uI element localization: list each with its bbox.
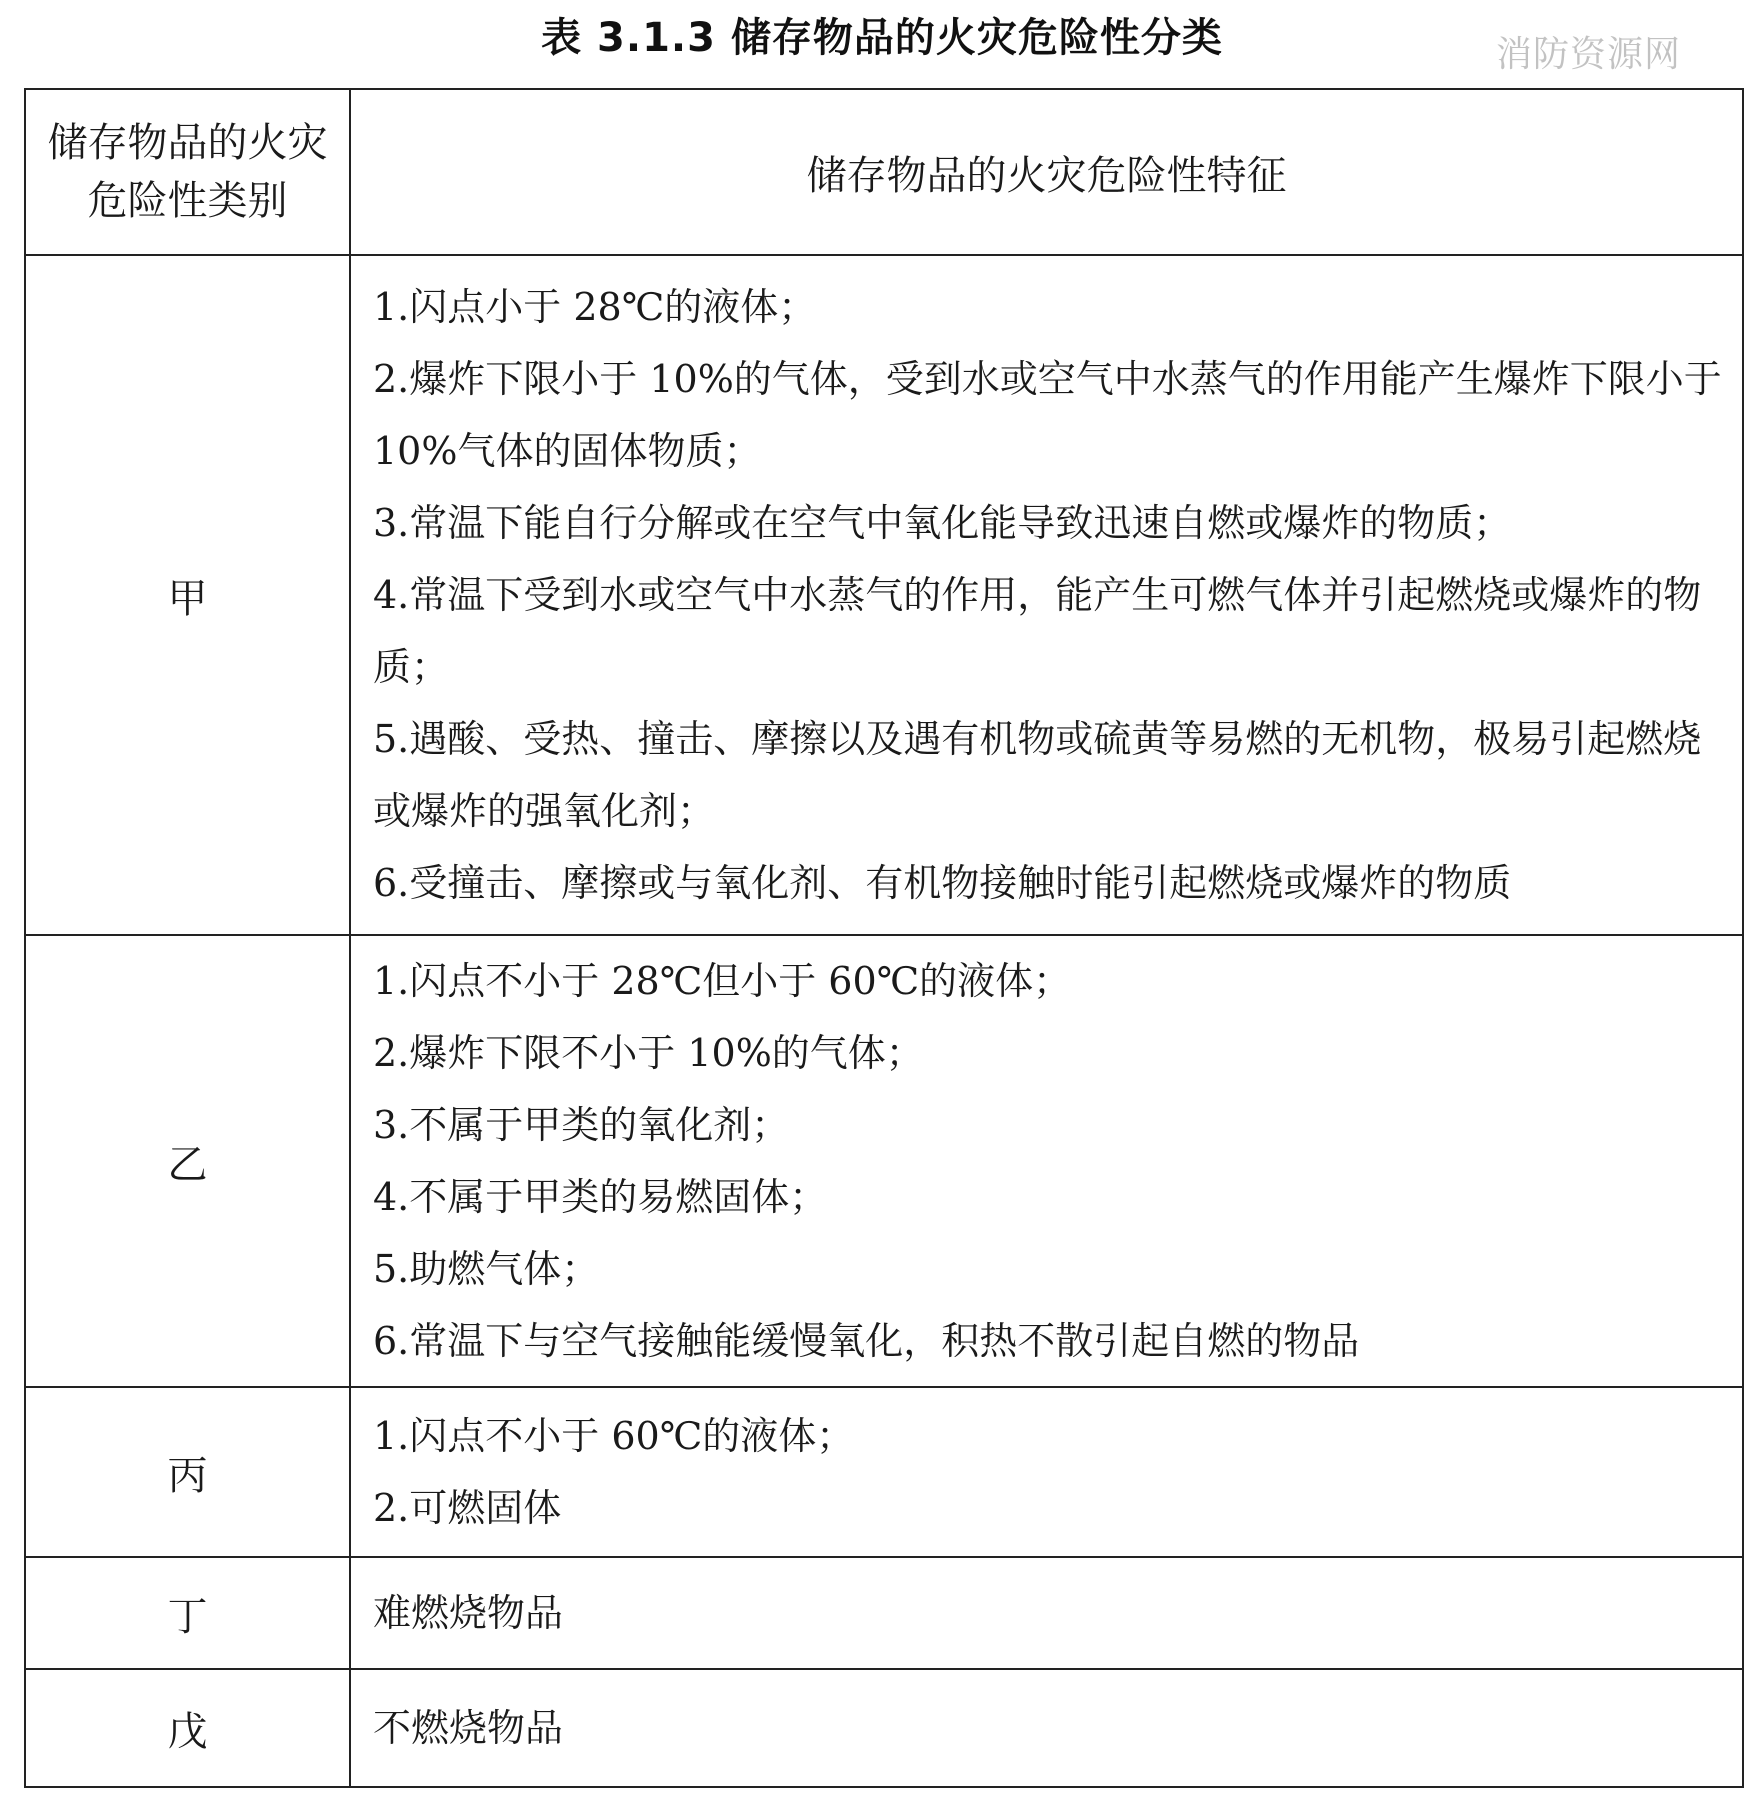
list-item: 4.不属于甲类的易燃固体； xyxy=(373,1175,828,1219)
watermark: 消防资源网 xyxy=(1496,34,1682,75)
category-cell: 丁 xyxy=(25,1557,350,1669)
list-item: 3.常温下能自行分解或在空气中氧化能导致迅速自燃或爆炸的物质； xyxy=(373,501,1512,545)
header-characteristics: 储存物品的火灾危险性特征 xyxy=(350,89,1743,255)
list-item: 3.不属于甲类的氧化剂； xyxy=(373,1103,790,1147)
list-item: 2.爆炸下限不小于 10%的气体； xyxy=(373,1031,924,1075)
category-cell: 丙 xyxy=(25,1387,350,1557)
list-item: 1.闪点不小于 28℃但小于 60℃的液体； xyxy=(373,959,1072,1003)
characteristics-cell xyxy=(350,255,1743,935)
list-item: 1.闪点小于 28℃的液体； xyxy=(373,285,817,329)
list-item: 2.可燃固体 xyxy=(373,1486,562,1530)
list-item: 1.闪点不小于 60℃的液体； xyxy=(373,1414,855,1458)
characteristics-cell xyxy=(350,1387,1743,1557)
table-row xyxy=(25,1387,1743,1557)
list-item: 难燃烧物品 xyxy=(373,1591,564,1635)
list-item: 4.常温下受到水或空气中水蒸气的作用，能产生可燃气体并引起燃烧或爆炸的物质； xyxy=(373,573,1702,689)
characteristics-cell xyxy=(350,935,1743,1387)
table-row xyxy=(25,1557,1743,1669)
table-row xyxy=(25,935,1743,1387)
table-header-row xyxy=(25,89,1743,255)
header-category: 储存物品的火灾危险性类别 xyxy=(25,89,350,255)
list-item: 5.助燃气体； xyxy=(373,1247,600,1291)
list-item: 不燃烧物品 xyxy=(373,1706,564,1750)
characteristics-cell xyxy=(350,1557,1743,1669)
table-row xyxy=(25,1669,1743,1787)
list-item: 6.受撞击、摩擦或与氧化剂、有机物接触时能引起燃烧或爆炸的物质 xyxy=(373,861,1512,905)
list-item: 2.爆炸下限小于 10%的气体，受到水或空气中水蒸气的作用能产生爆炸下限小于 10%气体的固体物质； xyxy=(373,357,1722,473)
table-row xyxy=(25,255,1743,935)
fire-hazard-table xyxy=(24,88,1744,1788)
characteristics-cell xyxy=(350,1669,1743,1787)
table-title: 表 3.1.3 储存物品的火灾危险性分类 xyxy=(541,15,1223,61)
category-cell: 乙 xyxy=(25,935,350,1387)
category-cell: 甲 xyxy=(25,255,350,935)
list-item: 6.常温下与空气接触能缓慢氧化，积热不散引起自燃的物品 xyxy=(373,1319,1360,1363)
list-item: 5.遇酸、受热、撞击、摩擦以及遇有机物或硫黄等易燃的无机物，极易引起燃烧或爆炸的强氧化剂； xyxy=(373,717,1702,833)
category-cell: 戊 xyxy=(25,1669,350,1787)
